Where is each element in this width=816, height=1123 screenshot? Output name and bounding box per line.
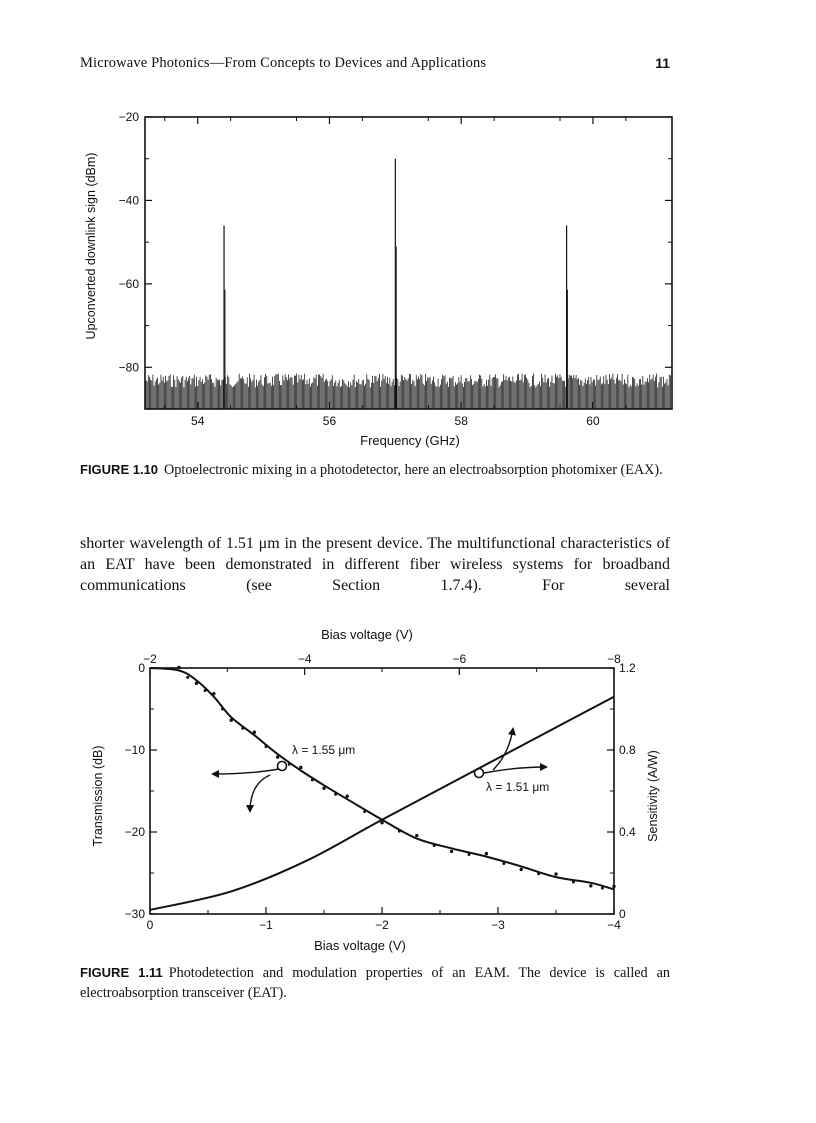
annotation-circle-1-51 [475,769,484,778]
transmission-point [589,884,592,887]
transmission-point [288,763,291,766]
transmission-point [554,872,557,875]
transmission-point [502,862,505,865]
arrow-up-1-51 [493,729,513,770]
transmission-point [299,766,302,769]
running-head-title: Microwave Photonics—From Concepts to Devices and Applications [80,55,487,71]
fig1-x-tick-label: 60 [586,414,600,428]
fig1-x-tick-label: 56 [322,414,337,428]
transmission-point [346,795,349,798]
figure-1-10-label: FIGURE 1.10 [80,462,159,477]
fig1-x-axis-label: Frequency (GHz) [360,433,460,448]
transmission-point [398,830,401,833]
transmission-point [485,852,488,855]
fig2-y-tick-label: −30 [124,907,145,921]
transmission-point [311,778,314,781]
figure-1-11-caption [80,963,670,1003]
page-number: 11 [655,55,670,71]
annotation-label-1-51: λ = 1.51 μm [486,780,550,794]
transmission-point [241,727,244,730]
transmission-point [450,850,453,853]
transmission-point [265,745,268,748]
fig2-x-tick-label: −2 [375,918,389,932]
transmission-point [572,880,575,883]
figure-1-11-label: FIGURE 1.11 [80,965,163,980]
transmission-point [230,719,233,722]
transmission-point [253,731,256,734]
fig2-y-tick-label: −10 [124,743,145,757]
fig2-left-axis-label: Transmission (dB) [91,745,105,847]
fig1-y-tick-label: −20 [118,110,139,124]
transmission-point [520,868,523,871]
figure-1-11-chart [0,620,816,960]
transmission-point [177,666,180,669]
figure-1-11-caption-text: Photodetection and modulation properties of an EAM. The device is called an electroabsorption transceiver (EAT). [80,965,670,1001]
transmission-point [195,682,198,685]
transmission-point [212,692,215,695]
fig2-bottom-axis-label: Bias voltage (V) [314,938,406,953]
fig1-y-tick-label: −40 [118,193,139,208]
fig2-x2-tick-label: −6 [452,652,467,666]
transmission-point [221,707,224,710]
fig1-y-axis-label: Upconverted downlink sign (dBm) [84,152,98,340]
fig2-top-axis-label: Bias voltage (V) [321,627,413,642]
transmission-point [433,844,436,847]
transmission-point [276,755,279,758]
figure-1-10-chart [0,0,816,455]
transmission-point [537,872,540,875]
arrow-left-1-55 [213,769,279,774]
annotation-label-1-55: λ = 1.55 μm [292,743,356,757]
fig1-x-tick-label: 58 [454,414,468,428]
fig2-y-tick-label: 0 [138,661,145,675]
fig2-x-tick-label: −3 [491,918,505,932]
transmission-point [204,689,207,692]
fig2-x-tick-label: 0 [146,918,154,932]
fig2-x-tick-label: −1 [259,918,273,932]
figure-1-10-caption-text: Optoelectronic mixing in a photodetector, here an electroabsorption photomixer (EAX). [164,462,663,478]
fig1-y-tick-label: −60 [118,276,139,291]
transmission-curve [150,668,614,889]
transmission-point [334,793,337,796]
transmission-data-points [177,666,615,890]
transmission-point [380,821,383,824]
transmission-point [468,853,471,856]
transmission-point [363,810,366,813]
transmission-point [601,887,604,890]
fig2-x2-tick-label: −2 [143,652,157,666]
fig2-x2-tick-label: −8 [607,652,621,666]
arrow-down-1-55 [250,775,270,811]
fig1-spectral-lines [224,159,568,409]
transmission-point [415,834,418,837]
sensitivity-curve [150,697,614,910]
fig2-y2-tick-label: 0 [619,907,626,921]
transmission-point [186,676,189,679]
transmission-point [322,787,325,790]
figure-1-10-caption [80,460,670,480]
fig2-right-axis-label: Sensitivity (A/W) [646,750,660,842]
fig2-axis-ticks [125,652,636,932]
fig2-y2-tick-label: 0.8 [619,743,636,757]
transmission-point [612,885,615,888]
fig2-y2-tick-label: 1.2 [619,661,636,675]
fig1-x-tick-label: 54 [191,414,205,428]
fig2-x2-tick-label: −4 [297,652,312,666]
fig1-y-tick-label: −80 [118,360,139,375]
fig2-x-tick-label: −4 [607,918,621,932]
fig2-y2-tick-label: 0.4 [619,825,636,839]
body-paragraph: shorter wavelength of 1.51 μm in the present device. The multifunctional characteristics of an EAT have been demonstrated in different fiber wireless systems for broadband communications (see Section 1.7.4). For several [80,535,670,594]
fig2-y-tick-label: −20 [124,825,145,839]
